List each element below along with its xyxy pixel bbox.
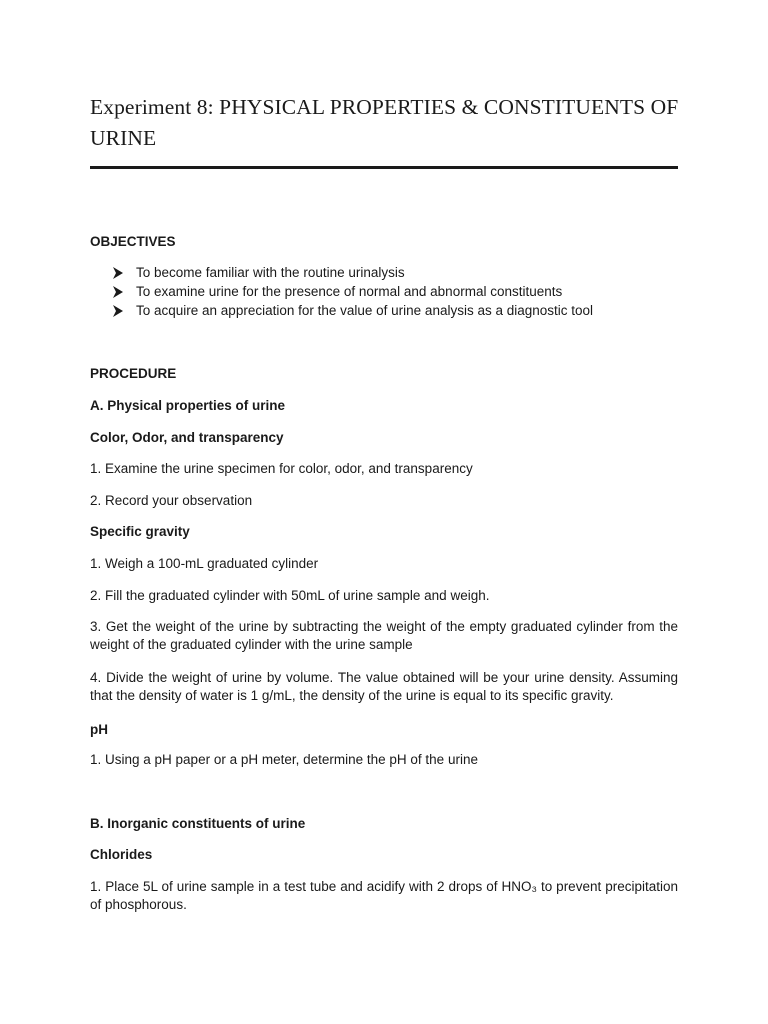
procedure-heading: PROCEDURE (90, 366, 177, 381)
section-b-heading: B. Inorganic constituents of urine (90, 816, 306, 831)
procedure-step: 2. Record your observation (90, 493, 253, 508)
procedure-step: 3. Get the weight of the urine by subtracting the weight of the empty graduated cylinder from the weight of the graduated cylinder with the urine sample (90, 619, 678, 652)
arrow-bullet-icon (112, 267, 124, 279)
procedure-step: 4. Divide the weight of urine by volume. The value obtained will be your urine density. Assuming that the density of water is 1 g/mL, the density of the urine is equal to its specific gravity. (90, 670, 678, 703)
procedure-step: 1. Weigh a 100-mL graduated cylinder (90, 556, 319, 571)
section-a-heading: A. Physical properties of urine (90, 398, 286, 413)
title-divider (90, 166, 678, 169)
procedure-step: 1. Using a pH paper or a pH meter, determine the pH of the urine (90, 752, 478, 767)
objective-text: To become familiar with the routine urinalysis (136, 265, 405, 280)
procedure-step: 1. Place 5L of urine sample in a test tube and acidify with 2 drops of HNO₃ to prevent precipitation of phosphorous. (90, 879, 678, 912)
page-title: Experiment 8: PHYSICAL PROPERTIES & CONSTITUENTS OF URINE (90, 95, 679, 150)
procedure-step: 2. Fill the graduated cylinder with 50mL of urine sample and weigh. (90, 588, 490, 603)
chlorides-heading: Chlorides (90, 847, 153, 862)
procedure-step: 1. Examine the urine specimen for color, odor, and transparency (90, 461, 473, 476)
color-odor-heading: Color, Odor, and transparency (90, 430, 284, 445)
arrow-bullet-icon (112, 305, 124, 317)
objective-text: To acquire an appreciation for the value of urine analysis as a diagnostic tool (136, 303, 594, 318)
objective-text: To examine urine for the presence of normal and abnormal constituents (136, 284, 563, 299)
objectives-heading: OBJECTIVES (90, 234, 176, 249)
arrow-bullet-icon (112, 286, 124, 298)
specific-gravity-heading: Specific gravity (90, 524, 190, 539)
ph-heading: pH (90, 722, 108, 737)
